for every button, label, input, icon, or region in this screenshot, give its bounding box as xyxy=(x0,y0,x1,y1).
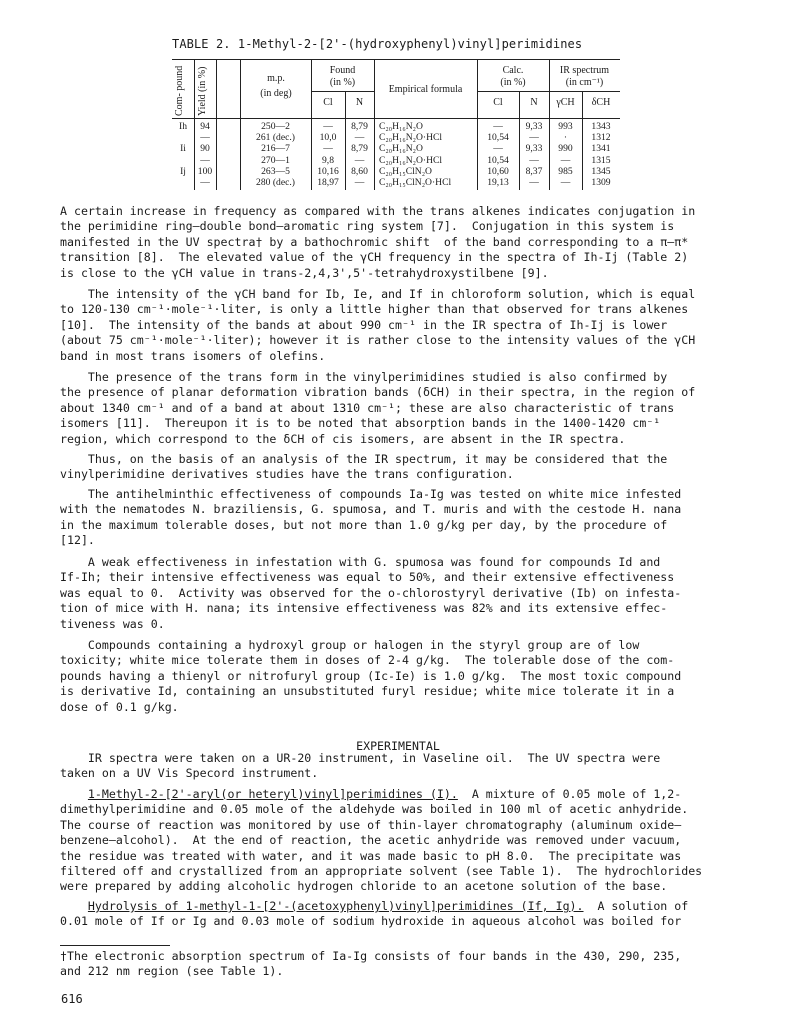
text-line: A certain increase in frequency as compared with the trans alkenes indicates conjugation in xyxy=(60,204,696,218)
cell-calc-cl: — xyxy=(493,143,503,155)
text-line: Hydrolysis of 1-methyl-1-[2'-(acetoxyphenyl)vinyl]perimidines (If, Ig). A solution of xyxy=(87,899,689,913)
text-line: were prepared by adding alcoholic hydrogen chloride to an acetone solution of the base. xyxy=(60,879,668,894)
cell-yield: — xyxy=(200,132,210,144)
text-line: benzene—alcohol). At the end of reaction, the acetic anhydride was removed under vacuum, xyxy=(60,833,682,848)
cell-found-cl: 18,97 xyxy=(317,177,339,188)
text-line: the residue was treated with water, and it was made basic to pH 8.0. The precipitate was xyxy=(60,848,682,863)
header-mp: m.p. xyxy=(267,73,285,84)
cell-calc-n: 8,37 xyxy=(525,165,543,177)
text-line: band in most trans isomers of olefins. xyxy=(60,348,326,363)
found-sub-rule xyxy=(311,91,374,92)
body-paragraph xyxy=(60,452,760,483)
cell-calc-n: — xyxy=(529,154,539,166)
text-line: in the maximum tolerable doses, but not more than 1.0 g/kg per day, by the procedure of xyxy=(60,517,668,532)
text-line: vinylperimidine derivatives studies have the trans configuration. xyxy=(60,467,514,482)
header-mp-unit: (in deg) xyxy=(260,88,292,99)
cell-yield: 100 xyxy=(197,165,213,177)
text-line: isomers [11]. Thereupon it is to be noted that absorption bands in the 1400-1420 cm⁻¹ xyxy=(60,416,661,431)
cell-calc-cl: 19,13 xyxy=(487,177,509,188)
body-paragraph xyxy=(60,555,760,632)
cell-mp: 250—2 xyxy=(261,121,290,132)
text-line: is derivative Id, containing an unsubstituted furyl residue; white mice tolerate it in a xyxy=(60,684,675,699)
footnote-text xyxy=(60,949,760,980)
text-line: The intensity of the γCH band for Ib, Ie, and If in chloroform solution, which is equal xyxy=(60,287,696,301)
text-line: region, which correspond to the δCH of cis isomers, are absent in the IR spectra. xyxy=(60,431,626,446)
text-line: the presence of planar deformation vibration bands (δCH) in their spectra, in the region of xyxy=(60,385,696,400)
cell-found-cl: 10,16 xyxy=(317,165,339,177)
cell-calc-cl: — xyxy=(493,121,503,132)
cell-found-cl: 10,0 xyxy=(319,132,337,144)
text-line: was equal to 0. Activity was observed for the o-chlorostyryl derivative (Ib) on infesta- xyxy=(60,585,682,600)
text-line: and 212 nm region (see Table 1). xyxy=(60,964,284,979)
cell-found-n: 8,79 xyxy=(351,143,368,155)
cell-formula: C₂₀H₁₆N₂O·HCl xyxy=(379,132,443,144)
cell-calc-cl: 10,54 xyxy=(487,154,509,166)
cell-found-cl: — xyxy=(323,121,333,132)
header-found-unit: (in %) xyxy=(329,77,356,88)
body-paragraph xyxy=(60,638,760,715)
cell-compound: Ih xyxy=(179,121,187,132)
cell-compound: Ii xyxy=(180,143,186,155)
section-heading-experimental: EXPERIMENTAL xyxy=(356,739,440,753)
cell-ir-delta: 1312 xyxy=(591,132,611,144)
cell-formula: C₂₀H₁₆N₂O xyxy=(379,143,423,155)
cell-mp: 216—7 xyxy=(261,143,290,155)
table-title: TABLE 2. 1-Methyl-2-[2'-(hydroxyphenyl)vinyl]perimidines xyxy=(172,37,583,51)
cell-found-cl: — xyxy=(323,143,333,155)
cell-yield: 90 xyxy=(200,143,210,155)
text-line: pounds having a thienyl or nitrofuryl group (Ic-Ie) is 1.0 g/kg. The most toxic compound xyxy=(60,668,682,683)
text-line: †The electronic absorption spectrum of Ia-Ig consists of four bands in the 430, 290, 235, xyxy=(60,949,682,963)
cell-ir-gamma: — xyxy=(560,177,571,188)
cell-formula: C₂₀H₁₆N₂O xyxy=(379,121,423,132)
header-calc: Calc. xyxy=(502,65,524,76)
cell-ir-delta: 1345 xyxy=(591,165,611,177)
header-empirical: Empirical formula xyxy=(388,84,463,95)
experimental-paragraph xyxy=(60,787,760,895)
text-line: 0.01 mole of If or Ig and 0.03 mole of sodium hydroxide in aqueous alcohol was boiled for xyxy=(60,914,682,929)
cell-formula: C₂₀H₁₅ClN₂O xyxy=(379,165,432,177)
text-line: tion of mice with H. nana; its intensive effectiveness was 82% and its extensive effec- xyxy=(60,601,668,616)
cell-ir-delta: 1343 xyxy=(591,121,611,132)
cell-ir-gamma: 993 xyxy=(558,121,573,132)
body-paragraph xyxy=(60,487,760,549)
text-line: The presence of the trans form in the vinylperimidines studied is also confirmed by xyxy=(60,370,668,384)
body-paragraph xyxy=(60,287,760,364)
text-line: tiveness was 0. xyxy=(60,616,165,631)
text-line: Thus, on the basis of an analysis of the IR spectrum, it may be considered that the xyxy=(60,452,668,466)
col-divider xyxy=(374,59,375,190)
text-line: The antihelminthic effectiveness of compounds Ia-Ig was tested on white mice infested xyxy=(60,487,682,501)
cell-found-n: — xyxy=(354,132,365,144)
cell-mp: 280 (dec.) xyxy=(256,177,295,188)
experimental-paragraph xyxy=(60,751,760,782)
cell-found-n: 8,79 xyxy=(351,121,368,132)
text-line: the perimidine ring—double bond—aromatic ring system [7]. Conjugation in this system is xyxy=(60,219,675,234)
header-calc-unit: (in %) xyxy=(500,77,526,88)
text-line: filtered off and crystallized from an appropriate solvent (see Table 1). The hydrochlorides xyxy=(60,864,703,879)
text-line: 1-Methyl-2-[2'-aryl(or heteryl)vinyl]perimidines (I). A mixture of 0.05 mole of 1,2- xyxy=(87,787,682,801)
header-compound: Com- pound xyxy=(174,65,185,116)
header-ir-gamma: γCH xyxy=(556,97,575,108)
cell-ir-gamma: · xyxy=(563,132,568,144)
header-calc-n: N xyxy=(530,97,538,108)
body-paragraph xyxy=(60,204,760,281)
text-line: toxicity; white mice tolerate them in doses of 2-4 g/kg. The tolerable dose of the com- xyxy=(60,653,675,668)
text-line: [10]. The intensity of the bands at about 990 cm⁻¹ in the IR spectra of Ih-Ij is lower xyxy=(60,317,668,332)
cell-calc-cl: 10,54 xyxy=(487,132,509,144)
cell-calc-n: — xyxy=(529,177,539,188)
header-calc-cl: Cl xyxy=(493,97,503,108)
cell-compound: Ij xyxy=(180,165,186,177)
text-line: manifested in the UV spectra† by a bathochromic shift of the band corresponding to a π–π* xyxy=(60,234,689,249)
text-line: The course of reaction was monitored by use of thin-layer chromatography (aluminum oxide— xyxy=(60,817,682,832)
run-in-heading: Hydrolysis of 1-methyl-1-[2'-(acetoxyphenyl)vinyl]perimidines (If, Ig). xyxy=(87,899,584,913)
cell-calc-n: 9,33 xyxy=(525,121,543,132)
cell-yield: — xyxy=(200,177,210,188)
cell-yield: 94 xyxy=(200,121,210,132)
header-yield: Yield (in %) xyxy=(197,66,208,116)
cell-ir-delta: 1315 xyxy=(591,154,611,166)
header-ir-unit: (in cm⁻¹) xyxy=(565,77,604,88)
experimental-paragraph xyxy=(60,899,760,930)
text-line: taken on a UV Vis Specord instrument. xyxy=(60,766,319,781)
cell-calc-n: — xyxy=(529,132,539,144)
text-line: IR spectra were taken on a UR-20 instrument, in Vaseline oil. The UV spectra were xyxy=(60,751,661,765)
text-line: [12]. xyxy=(60,533,95,548)
cell-found-n: 8,60 xyxy=(351,165,368,177)
header-ir: IR spectrum xyxy=(559,65,610,76)
header-found-n: N xyxy=(355,97,364,108)
cell-ir-gamma: 990 xyxy=(558,143,573,155)
cell-calc-n: 9,33 xyxy=(525,143,543,155)
text-line: If-Ih; their intensive effectiveness was equal to 50%, and their extensive effectiveness xyxy=(60,570,675,585)
cell-mp: 261 (dec.) xyxy=(256,132,295,144)
text-line: Compounds containing a hydroxyl group or halogen in the styryl group are of low xyxy=(60,638,640,652)
run-in-heading: 1-Methyl-2-[2'-aryl(or heteryl)vinyl]perimidines (I). xyxy=(87,787,458,801)
cell-ir-gamma: 985 xyxy=(558,165,573,177)
text-line: about 1340 cm⁻¹ and of a band at about 1310 cm⁻¹; these are also characteristic of trans xyxy=(60,400,675,415)
body-paragraph xyxy=(60,370,760,447)
col-divider xyxy=(216,59,217,190)
text-line: transition [8]. The elevated value of the γCH frequency in the spectra of Ih-Ij (Table 2) xyxy=(60,250,689,265)
header-found-cl: Cl xyxy=(323,97,333,108)
page-number: 616 xyxy=(61,992,83,1006)
text-line: with the nematodes N. braziliensis, G. spumosa, and T. muris and with the cestode H. nana xyxy=(60,502,682,517)
cell-formula: C₂₀H₁₅ClN₂O·HCl xyxy=(379,177,452,188)
cell-mp: 270—1 xyxy=(261,154,290,166)
header-found: Found xyxy=(329,65,356,76)
text-line: (about 75 cm⁻¹·mole⁻¹·liter); however it is rather close to the intensity values of the γCH xyxy=(60,333,696,348)
cell-ir-gamma: — xyxy=(560,154,571,166)
text-line: A weak effectiveness in infestation with G. spumosa was found for compounds Id and xyxy=(60,555,661,569)
text-line: dose of 0.1 g/kg. xyxy=(60,699,179,714)
header-ir-delta: δCH xyxy=(591,97,611,108)
cell-mp: 263—5 xyxy=(261,165,290,177)
cell-yield: — xyxy=(200,154,210,166)
cell-calc-cl: 10,60 xyxy=(487,165,509,177)
cell-ir-delta: 1341 xyxy=(591,143,611,155)
cell-found-n: — xyxy=(354,154,365,166)
cell-found-n: — xyxy=(354,177,365,188)
cell-found-cl: 9,8 xyxy=(322,154,334,166)
text-line: is close to the γCH value in trans-2,4,3',5'-tetrahydroxystilbene [9]. xyxy=(60,265,549,280)
cell-ir-delta: 1309 xyxy=(591,177,611,188)
footnote-rule xyxy=(60,945,170,946)
text-line: dimethylperimidine and 0.05 mole of the aldehyde was boiled in 100 ml of acetic anhydride. xyxy=(60,802,689,817)
cell-formula: C₂₀H₁₆N₂O·HCl xyxy=(379,154,443,166)
text-line: to 120-130 cm⁻¹·mole⁻¹·liter, is only a little higher than that observed for trans alkenes xyxy=(60,302,689,317)
